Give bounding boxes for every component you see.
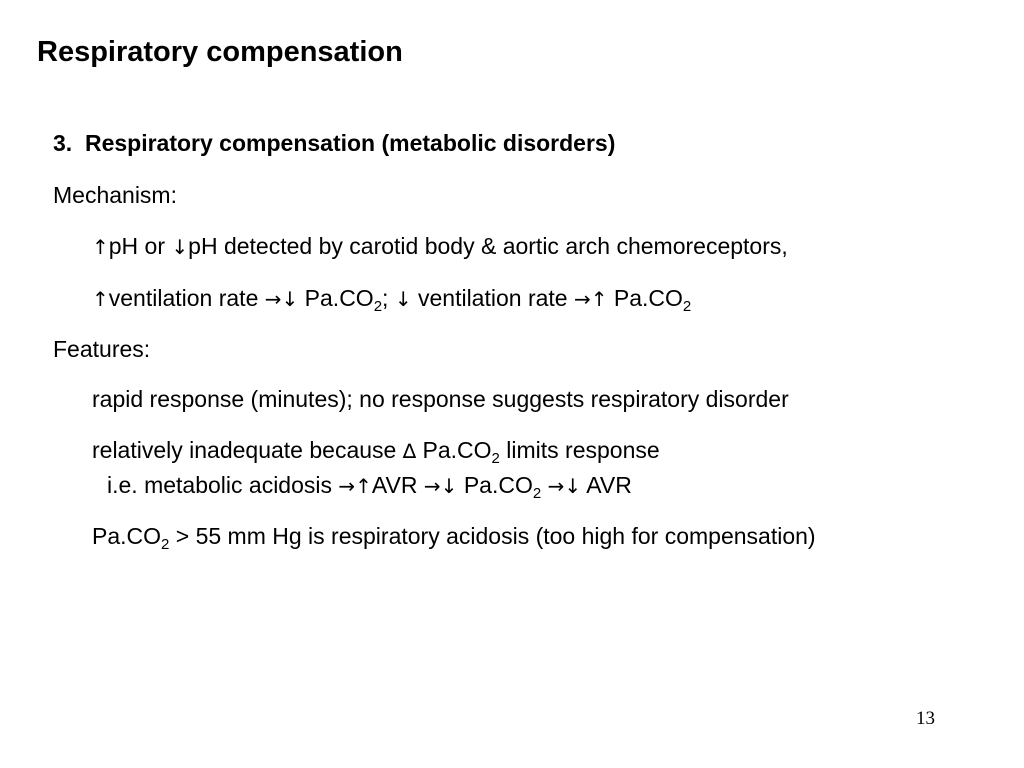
text-segment: Pa.CO — [298, 285, 374, 311]
subscript: 2 — [532, 485, 542, 502]
text-segment: Pa.CO — [457, 472, 533, 498]
heading-number: 3. — [53, 130, 73, 156]
text-segment: ; — [382, 285, 395, 311]
up-arrow-icon: ↑ — [355, 474, 372, 498]
text-segment: Pa.CO — [607, 285, 683, 311]
heading-text: Respiratory compensation (metabolic disorders) — [84, 130, 616, 156]
text-segment: pH or — [108, 233, 172, 259]
delta-icon: ∆ — [402, 439, 417, 463]
text-segment: relatively inadequate because — [92, 437, 403, 463]
feature-1: rapid response (minutes); no response suggests respiratory disorder — [92, 386, 789, 412]
feature-3 — [92, 522, 816, 553]
text-segment: ventilation rate — [108, 285, 265, 311]
feature-2 — [92, 436, 660, 465]
text-segment: > 55 mm Hg is respiratory acidosis (too high for compensation) — [169, 523, 816, 549]
text-segment: AVR — [371, 472, 424, 498]
text-segment: i.e. metabolic acidosis — [107, 472, 339, 498]
text-segment: Pa.CO — [92, 523, 162, 549]
feature-2-example — [107, 471, 632, 500]
features-label: Features: — [53, 336, 151, 362]
text-segment: AVR — [581, 472, 632, 498]
mechanism-line-1 — [92, 232, 788, 261]
mechanism-label: Mechanism: — [53, 182, 177, 208]
text-segment: Pa.CO — [416, 437, 492, 463]
mechanism-line-2 — [92, 284, 691, 313]
up-arrow-icon: ↑ — [590, 287, 608, 311]
down-arrow-icon: ↓ — [171, 235, 189, 259]
text-segment: limits response — [499, 437, 660, 463]
text-segment: ventilation rate — [411, 285, 574, 311]
down-arrow-icon: ↓ — [394, 287, 412, 311]
subscript: 2 — [161, 536, 170, 553]
subscript: 2 — [682, 298, 692, 315]
down-arrow-icon: ↓ — [564, 474, 582, 498]
up-arrow-icon: ↑ — [92, 235, 109, 259]
down-arrow-icon: ↓ — [281, 287, 299, 311]
section-heading — [53, 129, 615, 157]
right-arrow-icon: → — [573, 287, 591, 311]
up-arrow-icon: ↑ — [92, 287, 109, 311]
down-arrow-icon: ↓ — [440, 474, 458, 498]
page-number: 13 — [916, 708, 935, 729]
slide-title: Respiratory compensation — [37, 36, 403, 68]
subscript: 2 — [491, 450, 500, 467]
right-arrow-icon: → — [338, 474, 356, 498]
right-arrow-icon: → — [547, 474, 565, 498]
text-segment: pH detected by carotid body & aortic arch chemoreceptors, — [188, 233, 788, 259]
right-arrow-icon: → — [264, 287, 282, 311]
subscript: 2 — [373, 298, 383, 315]
right-arrow-icon: → — [423, 474, 441, 498]
